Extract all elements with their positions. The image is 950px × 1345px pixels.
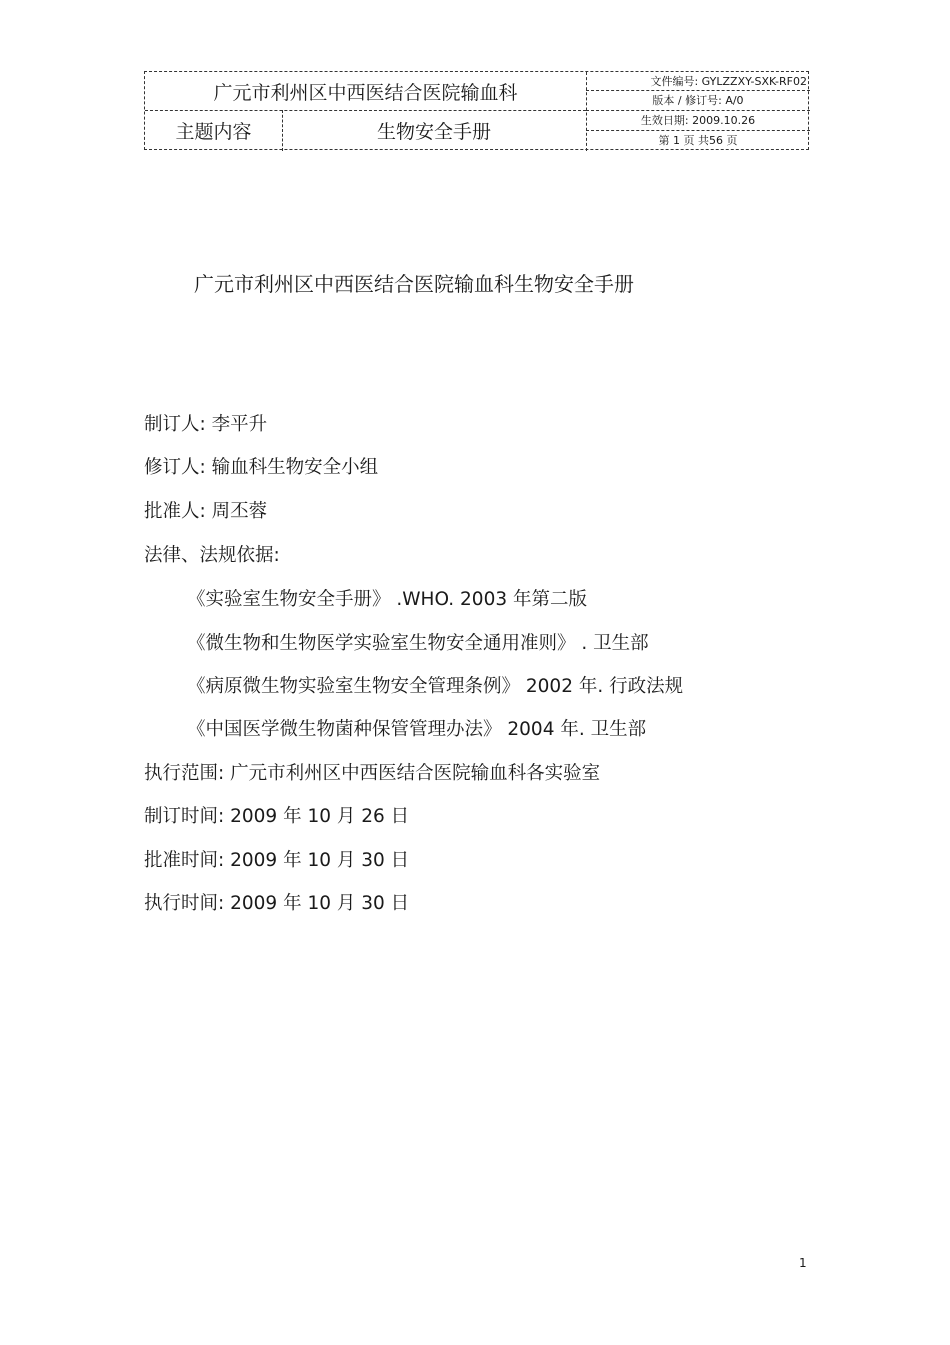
header-version: 版本 / 修订号: A/0 xyxy=(652,94,744,107)
header-effective-date: 生效日期: 2009.10.26 xyxy=(640,114,756,127)
document-title: 广元市利州区中西医结合医院输血科生物安全手册 xyxy=(194,272,634,296)
header-org-name: 广元市利州区中西医结合医院输血科 xyxy=(213,81,518,104)
legal-basis-item: 《中国医学微生物菌种保管管理办法》 2004 年. 卫生部 xyxy=(187,719,647,740)
reviser-line: 修订人: 输血科生物安全小组 xyxy=(144,457,379,478)
header-topic-label: 主题内容 xyxy=(175,121,252,143)
header-topic-value: 生物安全手册 xyxy=(376,121,491,143)
legal-basis-item: 《微生物和生物医学实验室生物安全通用准则》 . 卫生部 xyxy=(187,633,649,654)
header-page-count: 第 1 页 共56 页 xyxy=(658,134,738,147)
author-line: 制订人: 李平升 xyxy=(144,414,268,435)
document-header-table xyxy=(144,71,809,150)
execution-date-line: 执行时间: 2009 年 10 月 30 日 xyxy=(144,893,410,914)
approval-date-line: 批准时间: 2009 年 10 月 30 日 xyxy=(144,850,410,871)
drafting-date-line: 制订时间: 2009 年 10 月 26 日 xyxy=(144,806,410,827)
header-doc-number: 文件编号: GYLZZXY-SXK-RF02 xyxy=(650,75,807,88)
approver-line: 批准人: 周丕蓉 xyxy=(144,501,268,522)
scope-line: 执行范围: 广元市利州区中西医结合医院输血科各实验室 xyxy=(144,763,601,784)
legal-basis-item: 《实验室生物安全手册》 .WHO. 2003 年第二版 xyxy=(187,589,588,610)
legal-basis-heading: 法律、法规依据: xyxy=(144,545,280,566)
page-number: 1 xyxy=(799,1256,807,1270)
legal-basis-item: 《病原微生物实验室生物安全管理条例》 2002 年. 行政法规 xyxy=(187,676,684,697)
